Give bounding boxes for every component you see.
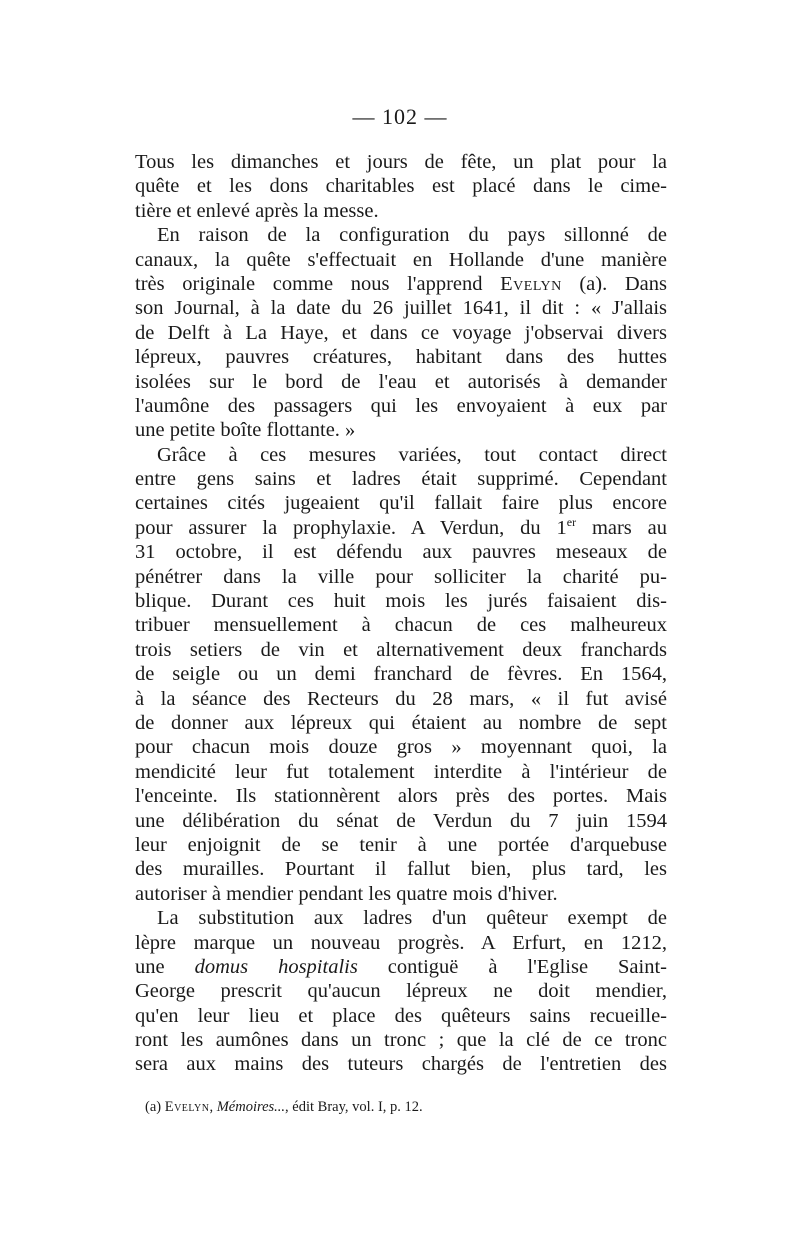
footnote-reference-detail: , édit Bray, vol. I, p. 12. — [285, 1099, 423, 1115]
text-line: de Delft à La Haye, et dans ce voyage j'observai divers — [135, 321, 667, 344]
author-name: Evelyn — [500, 272, 562, 295]
text-line: trois setiers de vin et alternativement deux franchards — [135, 638, 667, 661]
text-line: 31 octobre, il est défendu aux pauvres meseaux de — [135, 541, 667, 564]
text-line: l'enceinte. Ils stationnèrent alors près des portes. Mais — [135, 785, 667, 808]
paragraph-start-line: Grâce à ces mesures variées, tout contact direct — [157, 443, 667, 466]
text-line: entre gens sains et ladres était supprimé. Cependant — [135, 468, 667, 491]
text-line: lépreux, pauvres créatures, habitant dans des huttes — [135, 346, 667, 369]
footnote-marker: (a) — [145, 1099, 165, 1115]
text-run: une — [135, 955, 195, 978]
text-line: autoriser à mendier pendant les quatre mois d'hiver. — [135, 882, 558, 905]
text-line: blique. Durant ces huit mois les jurés faisaient dis- — [135, 590, 667, 613]
text-line: canaux, la quête s'effectuait en Hollande d'une manière — [135, 248, 667, 271]
text-line: lèpre marque un nouveau progrès. A Erfurt, en 1212, — [135, 931, 667, 954]
footnote — [145, 1097, 665, 1117]
text-line: George prescrit qu'aucun lépreux ne doit mendier, — [135, 980, 667, 1003]
text-line: ront les aumônes dans un tronc ; que la clé de ce tronc — [135, 1029, 667, 1052]
text-run: pour assurer la prophylaxie. A Verdun, du 1 — [135, 516, 567, 539]
footnote-reference: (a). Dans — [561, 272, 667, 295]
text-line: isolées sur le bord de l'eau et autorisés à demander — [135, 370, 667, 393]
paragraph-start-line: En raison de la configuration du pays sillonné de — [157, 224, 667, 247]
text-line: Tous les dimanches et jours de fête, un plat pour la — [135, 151, 667, 173]
text-line: quête et les dons charitables est placé dans le cime- — [135, 175, 667, 198]
footnote-separator: , — [209, 1099, 217, 1115]
text-line: de seigle ou un demi franchard de fèvres. En 1564, — [135, 663, 667, 686]
text-line: certaines cités jugeaient qu'il fallait faire plus encore — [135, 492, 667, 515]
page-number: — 102 — — [352, 104, 448, 129]
text-line: à la séance des Recteurs du 28 mars, « il fut avisé — [135, 687, 667, 710]
text-line: une délibération du sénat de Verdun du 7 juin 1594 — [135, 809, 667, 832]
superscript: er — [566, 514, 577, 529]
text-line: leur enjoignit de se tenir à une portée d'arquebuse — [135, 833, 667, 856]
latin-term: domus hospitalis — [194, 955, 358, 978]
footnote-title: Mémoires... — [216, 1099, 286, 1115]
text-line — [135, 272, 667, 296]
body-text — [135, 150, 667, 1077]
text-line: pénétrer dans la ville pour solliciter la charité pu- — [135, 565, 667, 588]
text-line: tière et enlevé après la messe. — [135, 199, 379, 222]
text-line — [135, 516, 667, 540]
text-line: son Journal, à la date du 26 juillet 1641, il dit : « J'allais — [135, 297, 667, 320]
text-run: très originale comme nous l'apprend — [135, 272, 501, 295]
footnote-author: Evelyn — [164, 1099, 210, 1115]
text-line: mendicité leur fut totalement interdite à l'intérieur de — [135, 760, 667, 783]
text-line: sera aux mains des tuteurs chargés de l'entretien des — [135, 1053, 667, 1076]
text-line — [135, 955, 667, 979]
text-line: des murailles. Pourtant il fallut bien, plus tard, les — [135, 858, 667, 881]
text-line: tribuer mensuellement à chacun de ces malheureux — [135, 614, 667, 637]
text-line: de donner aux lépreux qui étaient au nombre de sept — [135, 711, 667, 734]
text-line: qu'en leur lieu et place des quêteurs sains recueille- — [135, 1004, 667, 1027]
paragraph-start-line: La substitution aux ladres d'un quêteur exempt de — [157, 907, 667, 930]
text-line: pour chacun mois douze gros » moyennant quoi, la — [135, 736, 667, 759]
text-run: mars au — [576, 516, 667, 539]
text-line: l'aumône des passagers qui les envoyaient à eux par — [135, 394, 667, 417]
text-line: une petite boîte flottante. » — [135, 419, 356, 442]
text-run: contiguë à l'Eglise Saint- — [357, 955, 667, 978]
